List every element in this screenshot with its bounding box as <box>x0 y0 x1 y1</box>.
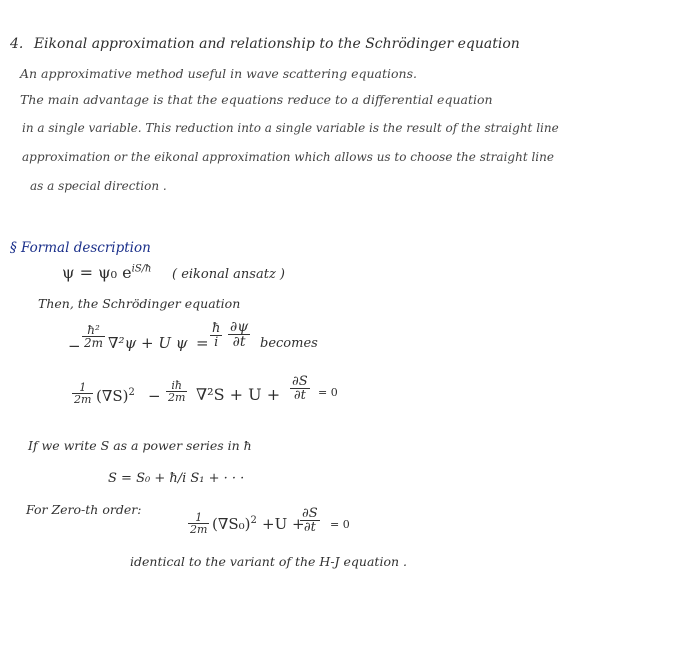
eq1-rhs-deriv-den: ∂t <box>232 334 246 350</box>
eq2-term1-exp: 2 <box>128 387 135 398</box>
eq2-term2: ∇²S + U + <box>196 385 281 404</box>
eq2-frac3 <box>290 375 310 402</box>
ansatz-lhs: ψ = ψ₀ e <box>62 263 132 282</box>
eq1-rhs-num: ħ <box>212 321 221 336</box>
eq2-frac2 <box>166 380 187 403</box>
eq3-tail: = 0 <box>330 518 350 531</box>
then-text: Then, the Schrödinger equation <box>38 296 241 311</box>
intro-line-2: The main advantage is that the equations reduce to a differential equation <box>20 92 493 107</box>
eq2-minus: − <box>148 387 161 405</box>
eq1-frac-num: ħ² <box>82 324 105 337</box>
eq3-f1-den: 2m <box>190 523 208 536</box>
eq2-f1-den: 2m <box>74 393 92 406</box>
eq3-term1-exp: 2 <box>250 515 257 526</box>
eq2-term1-base: (∇S) <box>96 387 129 405</box>
intro-line-3: in a single variable. This reduction into a single variable is the result of the straight line <box>22 121 559 135</box>
eq3-term2: +U + <box>262 515 305 533</box>
eq1-sign: − <box>68 337 81 355</box>
eq2-term1 <box>96 387 135 405</box>
eq2-f3-num: ∂S <box>292 374 308 389</box>
series-expansion: S = S₀ + ħ/i S₁ + · · · <box>108 471 245 486</box>
ansatz-note: ( eikonal ansatz ) <box>172 267 285 282</box>
eq2-f3-den: ∂t <box>293 388 306 403</box>
ansatz-exponent: iS/ħ <box>131 263 152 275</box>
intro-line-1: An approximative method useful in wave scattering equations. <box>20 66 417 81</box>
eq3-f2-num: ∂S <box>302 506 318 521</box>
eq1-fraction <box>82 324 105 349</box>
eq1-rhs-den: i <box>214 335 219 350</box>
eq1-becomes: becomes <box>260 336 318 351</box>
eq3-term1-base: (∇S₀) <box>212 515 251 533</box>
eq3-frac2 <box>300 507 320 534</box>
eq3-f2-den: ∂t <box>303 520 316 535</box>
heading-number: 4. <box>10 36 24 52</box>
heading-row <box>10 36 520 52</box>
eq3-f1-num: 1 <box>188 512 209 524</box>
eq2-f2-num: iħ <box>166 380 187 392</box>
eq1-operator: ∇²ψ + U ψ <box>108 334 188 352</box>
ansatz-equation <box>62 263 152 282</box>
eq2-f1-num: 1 <box>72 382 93 394</box>
conclusion-text: identical to the variant of the H-J equation . <box>130 554 407 569</box>
eq2-f2-den: 2m <box>168 391 186 404</box>
eq1-rhs-derivative <box>228 320 250 349</box>
eq1-equals: = <box>196 334 209 352</box>
intro-line-5: as a special direction . <box>30 179 167 193</box>
eq2-tail: = 0 <box>318 386 338 399</box>
eq1-rhs-fraction <box>210 322 222 349</box>
eq3-frac1 <box>188 512 209 535</box>
eq1-frac-den: 2m <box>84 336 104 350</box>
eq3-term1 <box>212 515 257 533</box>
eq1-rhs-deriv-num: ∂ψ <box>230 319 249 335</box>
heading-title: Eikonal approximation and relationship to the Schrödinger equation <box>33 36 520 52</box>
if-text: If we write S as a power series in ħ <box>28 438 252 453</box>
eq2-frac1 <box>72 382 93 405</box>
order-text: For Zero-th order: <box>26 502 142 517</box>
intro-line-4: approximation or the eikonal approximation which allows us to choose the straight line <box>22 150 554 164</box>
section-title: § Formal description <box>10 240 151 256</box>
